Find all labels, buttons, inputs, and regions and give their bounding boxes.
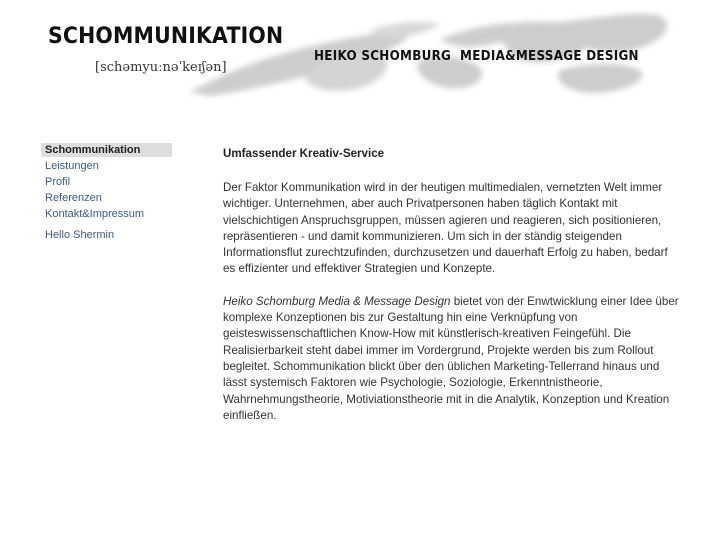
content-heading: Umfassender Kreativ-Service	[223, 147, 385, 160]
sidebar-item-referenzen[interactable]: Referenzen	[45, 192, 102, 204]
sidebar-item-kontakt-impressum[interactable]: Kontakt&Impressum	[45, 208, 145, 220]
logo-phonetic: [schəmyuːnəˈkeɪʃən]	[95, 60, 227, 75]
main-content	[223, 145, 683, 440]
logo-title: SCHOMMUNIKATION	[48, 24, 284, 49]
header	[0, 0, 727, 110]
sidebar-item-leistungen[interactable]: Leistungen	[45, 160, 99, 172]
content-paragraph-2	[223, 294, 683, 424]
content-paragraph-2-text: bietet von der Enwtwicklung einer Idee über komplexe Konzeptionen bis zur Gestaltung hin eine Verknüpfung von geisteswissenschaftlichen Know-How mit künstlerisch-kreativen Feingefühl. Die Realisierbarkeit steht dabei immer im Vordergrund, Projekte werden bis zum Rollout begleitet. Schommunikation blickt über den üblichen Marketing-Tellerrand hinaus und lässt systemisch Faktoren wie Psychologie, Soziologie, Erkenntnistheorie, Wahrnehmungstheorie, Motiviationstheorie mit in die Analytik, Konzeption und Kreation einfließen.	[223, 294, 679, 422]
sidebar-nav	[41, 143, 172, 243]
sidebar-item-hello-shermin[interactable]: Hello Shermin	[45, 229, 115, 241]
content-paragraph-1: Der Faktor Kommunikation wird in der heutigen multimedialen, vernetzten Welt immer wichtiger. Unternehmen, aber auch Privatpersonen haben täglich Kontakt mit vielschichtigen Anspruchsgruppen, müssen agieren und reagieren, sich positionieren, repräsentieren - und damit kommunizieren. Um sich in der ständig steigenden Informationsflut zurechtzufinden, durchzusetzen und dauerhaft Erfolg zu haben, bedarf es effizienter und effektiver Strategien und Konzepte.	[223, 181, 668, 276]
sidebar-item-schommunikation[interactable]: Schommunikation	[41, 143, 172, 157]
tagline: HEIKO SCHOMBURG MEDIA&MESSAGE DESIGN	[314, 49, 639, 64]
sidebar-item-profil[interactable]: Profil	[45, 176, 71, 188]
company-name-emphasis: Heiko Schomburg Media & Message Design	[223, 294, 451, 308]
